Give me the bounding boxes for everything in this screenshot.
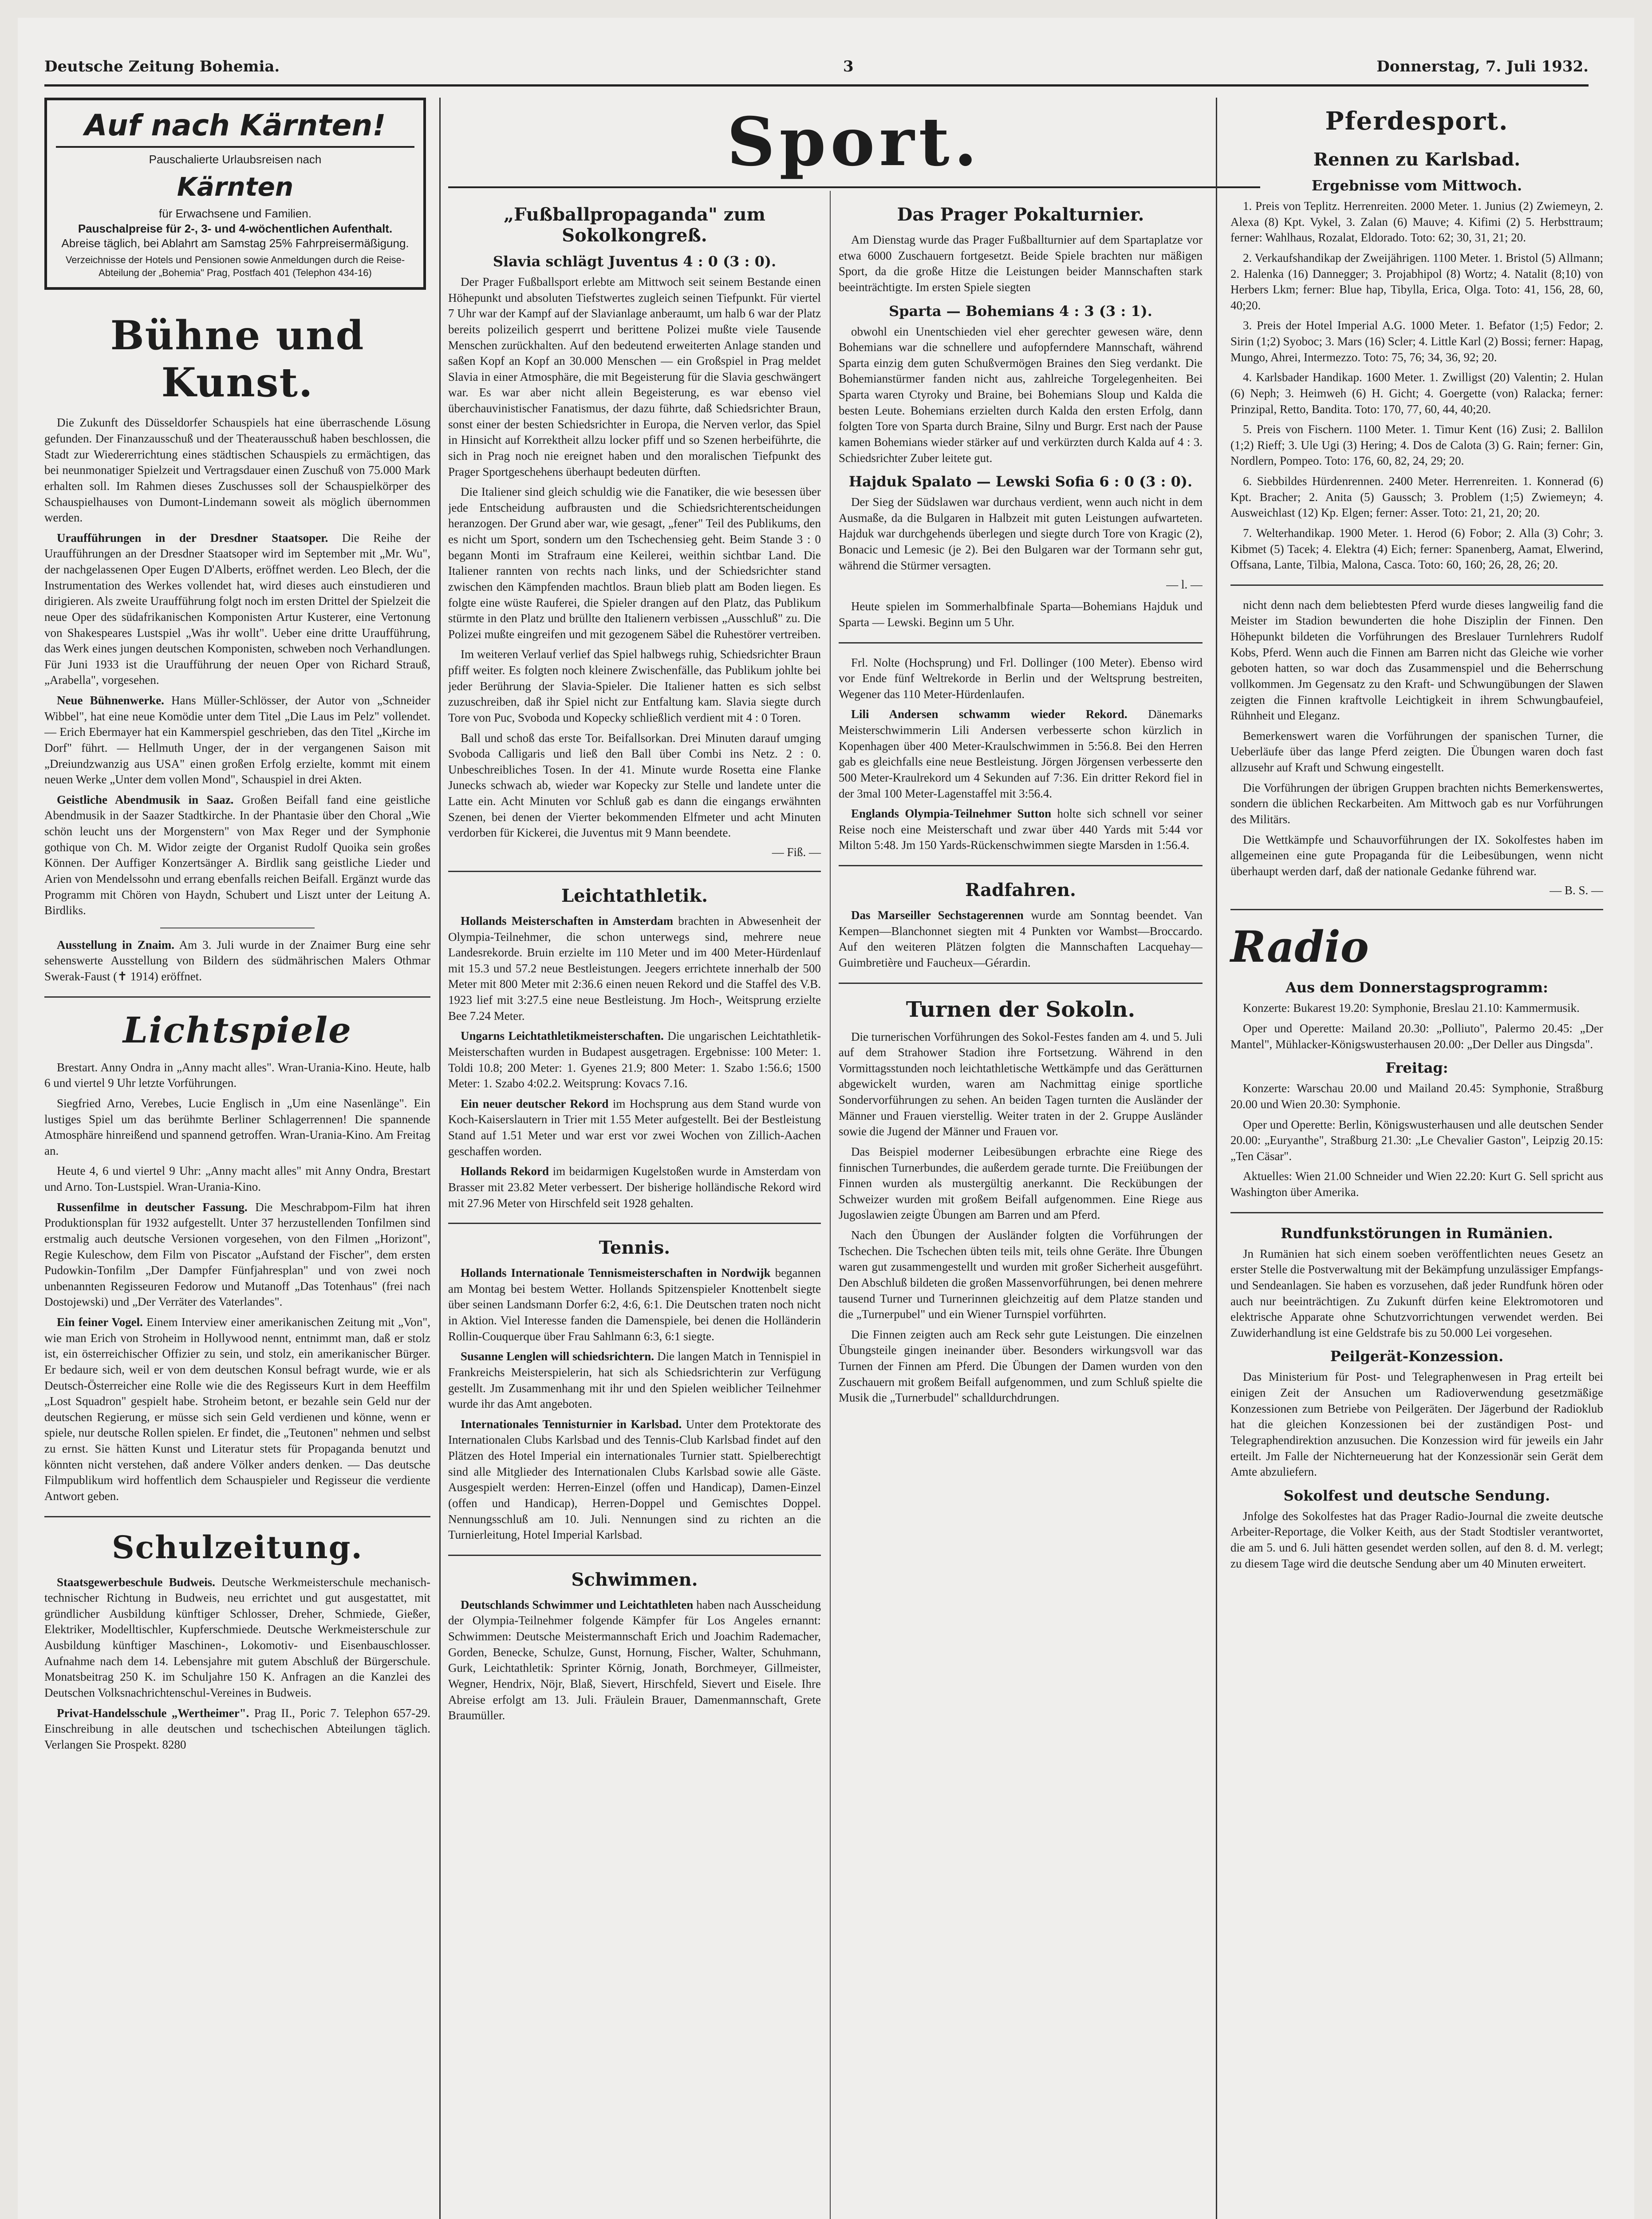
article-subheadline: Aus dem Donnerstagsprogramm: (1285, 979, 1548, 996)
ad-line: Abreise täglich, bei Ablahrt am Samstag 25% Fahrpreisermäßigung. (61, 237, 409, 250)
program-listing: Konzerte: Bukarest 19.20: Symphonie, Breslau 21.10: Kammermusik. (1243, 1001, 1580, 1015)
article-paragraph (44, 530, 430, 688)
article-paragraph: Der Sieg der Südslawen war durchaus verdient, wenn auch nicht in dem Ausmaße, da die Bulgaren in Halbzeit mit guten Leistungen aufwarteten. Hajduk war durchgehends überlegen und siegte durch Tore von Kragic (2), Bonacic und Lemesic (je 2). Bei den Bulgaren war der Tormann sehr gut, während die Stürmer versagten. (839, 495, 1203, 572)
article-subheadline: Hajduk Spalato — Lewski Sofia 6 : 0 (3 : 0). (848, 473, 1193, 490)
divider (448, 871, 821, 872)
paragraph-lead: Geistliche Abendmusik in Saaz. (57, 793, 234, 806)
paragraph-lead: Hollands Rekord (461, 1165, 549, 1178)
race-result: 3. Preis der Hotel Imperial A.G. 1000 Meter. 1. Befator (1;5) Fedor; 2. Sirin (1;2) Syoboc; 3. Mars (16) Scler; 4. Little Karl (2) Bossi; ferner: Hapag, Mungo, Ahrei, Intermezzo. Toto: 75, 76; 34, 36, 92; 20. (1230, 319, 1603, 364)
article-paragraph: Bemerkenswert waren die Vorführungen der spanischen Turner, die Ueberläufe über das lange Pferd zeigten. Die Übungen waren doch fast allzusehr auf Kraft und Schwung eingestellt. (1230, 729, 1603, 774)
article-paragraph (448, 913, 821, 1024)
article-paragraph: Die turnerischen Vorführungen des Sokol-Festes fanden am 4. und 5. Juli auf dem Strahower Stadion ihre Fortsetzung. Während in den Vormittagsstunden noch leichtathletische Wettkämpfe und das Gerätturnen abgewickelt wurden, waren am Nachmittag einige sportliche Sondervorführungen zu sehen. An beiden Tagen turnten die Ausländer der Männer und Frauen vierstellig. Weiter traten in der 2. Gruppe Ausländer sowie die Jugend der Männer und Frauen vor. (839, 1030, 1203, 1138)
divider (448, 1555, 821, 1556)
article-subheadline: Slavia schlägt Juventus 4 : 0 (3 : 0). (493, 253, 777, 270)
paragraph-lead: Neue Bühnenwerke. (57, 694, 164, 707)
sport-column-right (839, 191, 1203, 2219)
paragraph-lead: Internationales Tennisturnier in Karlsbad. (461, 1417, 682, 1431)
article-paragraph: Am Dienstag wurde das Prager Fußballturnier auf dem Spartaplatze vor etwa 6000 Zuschauern fortgesetzt. Beide Spiele brachten nur mäßigen Sport, da die große Hitze die Leistungen beider Mannschaften stark beeinträchtigte. Im ersten Spiele siegten (839, 233, 1203, 294)
paragraph-lead: Englands Olympia-Teilnehmer Sutton (851, 807, 1052, 821)
article-paragraph: Ball und schoß das erste Tor. Beifallsorkan. Drei Minuten darauf umging Svoboda Calligaris und ließ den Ball über Combi ins Netz. 2 : 0. Unbeschreibliches Tosen. In der 41. Minute wurde Rosetta eine Flanke Junecks schwach ab, wieder war Kopecky zur Stelle und landete unter die Latte ein. Acht Minuten vor Schluß gab es dann die eingangs erwähnten Szenen, bei denen der Vierter bekommenden Elfmeter und acht Minuten verdorben für Kickerei, die Juventus mit 9 Mann beendete. (448, 731, 821, 840)
article-paragraph (448, 1597, 821, 1724)
article-paragraph: Jn Rumänien hat sich einem soeben veröffentlichten neues Gesetz an erster Stelle die Postverwaltung mit der Bekämpfung unzulässiger Empfangs- und Sendeanlagen. Sie haben es vorzusehen, daß jeder Rundfunk hören oder auch nur beeinträchtigen. Zu Zukunft dürfen keine Elektromotoren und elektrische Apparate ohne Schutzvorrichtungen verwendet werden. Bei Zuwiderhandlung ist eine Geldstrafe bis zu 50.000 Lei vorgesehen. (1230, 1247, 1603, 1339)
sport-section (448, 98, 1260, 2219)
article-paragraph (44, 1200, 430, 1310)
article-paragraph (839, 707, 1203, 802)
paragraph-text: Am 3. Juli wurde in der Znaimer Burg eine sehr sehenswerte Ausstellung von Bildern des südmährischen Malers Othmar Swerak-Faust (✝ 1914) eröffnet. (44, 938, 430, 983)
divider (839, 642, 1203, 644)
divider (44, 996, 430, 998)
issue-date: Donnerstag, 7. Juli 1932. (1376, 58, 1589, 75)
article-paragraph: Siegfried Arno, Verebes, Lucie Englisch in „Um eine Nasenlänge". Ein lustiges Spiel um das berühmte Berliner Schlagerrennen! Die spannende Atmosphäre hinreißend und spannend getroffen. Wran-Urania-Kino. Am Freitag an. (44, 1096, 430, 1157)
column-culture (44, 98, 441, 2219)
article-paragraph (44, 1575, 430, 1701)
section-title-school: Schulzeitung. (112, 1528, 363, 1566)
article-paragraph: Die Italiener sind gleich schuldig wie die Fanatiker, die wie besessen über jede Entscheidung aufbrausten und die Schiedsrichterentscheidungen heranzogen. Der Grund aber war, wie gesagt, „fener" Teil des Publikums, den es nicht um Sport, sondern um den Tschechensieg geht. Beim Stande 3 : 0 begann Monti im Strafraum eine Keilerei, weithin sichtbar Land. Die Italiener rannten von rechts nach links, und der Schiedsrichter stand zwischen den Kämpfenden machtlos. Braun blieb platt am Boden liegen. Es folgte eine wüste Rauferei, die Spieler drangen auf den Platz, das Publikum stürmte in den Platz und brüllte den Italienern verbissen „Ausschluß" zu. Die Polizei mußte eingreifen und mit gezogenem Säbel die Ruhestörer vertreiben. (448, 485, 821, 641)
program-listing: Konzerte: Warschau 20.00 und Mailand 20.45: Symphonie, Straßburg 20.00 und Wien 20.30: Symphonie. (1230, 1082, 1603, 1111)
paragraph-text: Prag II., Poric 7. Telephon 657-29. Einschreibung in alle deutschen und tschechischen Abteilungen täglich. Verlangen Sie Prospekt. 8280 (44, 1706, 431, 1751)
ad-line: Pauschalpreise für 2-, 3- und 4-wöchentlichen Aufenthalt. (78, 221, 393, 235)
paragraph-lead: Staatsgewerbeschule Budweis. (57, 1575, 215, 1589)
paragraph-text: Deutsche Werkmeisterschule mechanisch-technischer Richtung in Budweis, neu errichtet und gut ausgestattet, mit gründlicher Ausbildung künftiger Schlosser, Dreher, Schmiede, Gießer, Elektriker, Modelltischler, Kupferschmiede. Deutsche Werkmeisterschule zur Ausbildung künftiger Maschinen-, Lokomotiv- und Eisenbauschlosser. Aufnahme nach dem 14. Lebensjahre mit gutem Abschluß der Bürgerschule. Monatsbeitrag 250 K. im Schuljahre 150 K. Anfragen an die Kanzlei des Deutschen Volksnachrichtenschul-Vereines in Budweis. (44, 1575, 431, 1699)
paragraph-lead: Susanne Lenglen will schiedsrichtern. (461, 1350, 654, 1363)
article-headline: Schwimmen. (571, 1569, 698, 1590)
article-paragraph (448, 1265, 821, 1344)
paragraph-lead: Hollands Meisterschaften in Amsterdam (461, 914, 674, 928)
program-listing: Oper und Operette: Mailand 20.30: „Polliuto", Palermo 20.45: „Der Mantel", Mühlacker-Königswusterhausen 20.00: „Der Deller aus Dingsda". (1230, 1022, 1603, 1051)
divider (1230, 1212, 1603, 1213)
race-result: 5. Preis von Fischern. 1100 Meter. 1. Timur Kent (16) Zusi; 2. Ballilon (1;2) Rieff; 3. Ule Ugi (3) Hering; 4. Dos de Calota (3) G. Rain; ferner: Gin, Nordlern, Pompeo. Toto: 176, 60, 82, 24, 29; 20. (1230, 422, 1603, 468)
ad-title: Auf nach Kärnten! (56, 108, 414, 148)
article-paragraph (44, 693, 430, 788)
paragraph-lead: Ein neuer deutscher Rekord (461, 1097, 609, 1110)
article-subheadline: Sparta — Bohemians 4 : 3 (3 : 1). (889, 302, 1152, 320)
divider (44, 1516, 430, 1517)
paragraph-text: wurde am Sonntag beendet. Van Kempen—Blanchonnet siegten mit 4 Punkten vor Wambst—Broccardo. Auf den weiteren Plätzen folgten die Mannschaften Lacquehay—Guimbretière und Faucheux—Gérardin. (839, 908, 1203, 969)
paragraph-text: Dänemarks Meisterschwimmerin Lili Andersen verbesserte schon kürzlich in Kopenhagen über 400 Meter-Kraulschwimmen in 5:56.8. Bei den Herren gab es gleichfalls eine neue Bestleistung. Jörgen Jörgensen verbesserte den 500 Meter-Kraulrekord um 4 Sekunden auf 7:36. Ein dritter Rekord fiel in der 3mal 100 Meter-Lagenstaffel mit 3:56.4. (839, 707, 1203, 800)
article-paragraph: nicht denn nach dem beliebtesten Pferd wurde dieses langweilig fand die Meister im Stadion bewunderten die hohe Disziplin der Finnen. Den Höhepunkt bildeten die Vorführungen des Breslauer Turnlehrers Rudolf Kobs, Pferd. Wenn auch die Finnen am Barren nicht das Gleiche wie vorher geboten hatten, so war doch das Zusammenspiel und die Beherrschung vollkommen. Jm Gegensatz zu den Kraft- und Schwungübungen der Slawen zeigten die Finnen kraftvolle Leichtigkeit in ihrem Schwungbaufeiel, Rühnheit und Eleganz. (1230, 598, 1603, 723)
article-headline: Radfahren. (965, 880, 1076, 900)
paragraph-text: Hans Müller-Schlösser, der Autor von „Schneider Wibbel", hat eine neue Komödie unter dem Titel „Die Laus im Pelz" vollendet. — Erich Ebermayer hat ein Kammerspiel geschrieben, das den Titel „Kirche im Dorf" führt. — Hellmuth Unger, der in der vergangenen Saison mit „Dreiundzwanzig aus USA" einen großen Erfolg erzielte, kommt mit einem neuen Werke „Unter dem vollen Mond", Schauspiel in drei Akten. (44, 694, 431, 786)
article-subheadline: Freitag: (1385, 1059, 1448, 1077)
sport-column-left (448, 191, 831, 2219)
article-paragraph (448, 1164, 821, 1211)
page-number: 3 (843, 58, 854, 75)
article-paragraph: Heute 4, 6 und viertel 9 Uhr: „Anny macht alles" mit Anny Ondra, Brestart und Arno. Ton-Lustspiel. Wran-Urania-Kino. (44, 1164, 430, 1193)
article-paragraph: Der Prager Fußballsport erlebte am Mittwoch seit seinem Bestande einen Höhepunkt und absoluten Tiefstwertes zugleich seinen Tiefpunkt. Für viertel 7 Uhr war der Kampf auf der Slavianlage anberaumt, um halb 6 war der Platz bereits polizeilich gesperrt und berittene Polizei mußte viele Tausende Menschen zurückhalten. Auf den bedeutend erweiterten Anlage standen und saßen Kopf an Kopf an 30.000 Menschen — ein Großspiel in Prag meldet Slavia in einer Atmosphäre, die mit Begeisterung für die Slavia geschwängert war. Es war aber nicht allein Begeisterung, es war ebenso viel überchauvinistischer Fanatismus, der dazu führte, daß Schiedsrichter Braun, sonst einer der besten Schiedsrichter in Europa, die Nerven verlor, das Spiel in Hinsicht auf Korrektheit allzu locker pfiff und so Szenen herbeiführte, die sich in Prag noch nie ereignet haben und den moralischen Tiefpunkt des Prager Sportgeschehens überhaupt bedeuten dürften. (448, 275, 821, 478)
paragraph-lead: Ausstellung in Znaim. (57, 938, 174, 952)
article-paragraph (44, 1706, 430, 1753)
divider (448, 1223, 821, 1224)
article-paragraph (44, 792, 430, 919)
article-subheadline: Sokolfest und deutsche Sendung. (1283, 1487, 1550, 1504)
byline: — B. S. — (1549, 884, 1603, 897)
section-title-cinema: Lichtspiele (122, 1009, 352, 1051)
paragraph-text: holte sich schnell vor seiner Reise noch eine Meisterschaft und zwar über 440 Yards mit 5:44 vor Milton 5:48. Jm 150 Yards-Rückenschwimmen siegte Marsden in 1:56.4. (839, 807, 1203, 852)
section-title-radio: Radio (1230, 922, 1369, 972)
race-result: 7. Welterhandikap. 1900 Meter. 1. Herod (6) Fobor; 2. Alla (3) Cohr; 3. Kibmet (5) Tacek; 4. Elektra (4) Eich; ferner: Spanenberg, Aamat, Elwerind, Offsana, Lante, Tilbia, Malona, Casca. Toto: 60, 160; 26, 28, 26; 20. (1230, 526, 1603, 572)
paragraph-lead: Hollands Internationale Tennismeisterschaften in Nordwijk (461, 1266, 771, 1280)
race-result: 2. Verkaufshandikap der Zweijährigen. 1100 Meter. 1. Bristol (5) Allmann; 2. Halenka (16) Dannegger; 3. Projabhipol (8) Wortz; 4. Natalit (8;10) von Herbers Lkm; ferner: Blue hap, Tibylla, Erica, Olga. Toto: 41, 156, 28, 60, 40;20. (1230, 251, 1603, 312)
paragraph-lead: Russenfilme in deutscher Fassung. (57, 1200, 248, 1214)
paragraph-lead: Das Marseiller Sechstagerennen (851, 908, 1024, 922)
paragraph-text: Die langen Match in Tennispiel in Frankreichs Meisterspielerin, hat sich als Schiedsrichterin zur Verfügung gestellt. Jm Zusammenhang mit ihr und den Spielen weiblicher Teilnehmer wurde ihr das Amt angeboten. (448, 1350, 821, 1411)
article-paragraph: Im weiteren Verlauf verlief das Spiel halbwegs ruhig, Schiedsrichter Braun pfiff weiter. Es folgten noch kleinere Zwischenfälle, das Publikum johlte bei jeder Berührung der Slavia-Spieler. Die Italiener hatten es sich selbst zuzuschreiben, daß ihr Spiel nicht zur Entfaltung kam. Slavia siegte durch Tore von Puc, Svoboda und Kopecky schließlich verdient mit 4 : 0 Toren. (448, 648, 821, 724)
divider (839, 865, 1203, 866)
ad-destination: Kärnten (177, 171, 294, 202)
column-horse-racing-radio (1216, 98, 1603, 2219)
article-subheadline: Ergebnisse vom Mittwoch. (1311, 177, 1522, 194)
paragraph-text: Die Reihe der Uraufführungen an der Dresdner Staatsoper wird im September mit „Mr. Wu", der nachgelassenen Oper Eugen D'Alberts, eröffnet werden. Leo Blech, der die Instrumentation des Werkes vollendet hat, wird dieses auch einstudieren und dirigieren. Als zweite Uraufführung folgt noch im ersten Drittel der Spielzeit die neue Oper des südafrikanischen Komponisten Artur Kusterer, eine Vertonung von Shakespeares Lustspiel „Was ihr wollt". Ueber eine dritte Uraufführung, das Werk eines jungen deutschen Komponisten, schweben noch Verhandlungen. Für Juni 1933 ist die Uraufführung der neuen Oper von Richard Strauß, „Arabella", vorgesehen. (44, 531, 431, 687)
article-headline: Leichtathletik. (561, 885, 708, 906)
paragraph-lead: Deutschlands Schwimmer und Leichtathleten (461, 1598, 694, 1611)
article-paragraph (448, 1417, 821, 1543)
section-title-horse-racing: Pferdesport. (1325, 107, 1509, 136)
newspaper-name: Deutsche Zeitung Bohemia. (44, 58, 280, 75)
paragraph-text: Großen Beifall fand eine geistliche Abendmusik in der Saazer Stadtkirche. In der Phantasie über den Choral „Wie schön leucht uns der Morgenstern" von Max Reger und der Symphonie gothique von Ch. M. Widor zeigte der Organist Rudolf Quoika sein großes Können. Der Auffiger Konzertsänger A. Birdlik sang geistliche Lieder und Arien von Mendelssohn und errang ebenfalls reichen Beifall. Ergänzt wurde das Programm mit Chören von Haydn, Schubert und Liszt unter der Leitung A. Birdliks. (44, 793, 430, 917)
article-headline: Das Prager Pokalturnier. (897, 204, 1144, 225)
paragraph-lead: Lili Andersen schwamm wieder Rekord. (851, 707, 1128, 721)
article-subheadline: Peilgerät-Konzession. (1330, 1348, 1504, 1365)
race-result: 1. Preis von Teplitz. Herrenreiten. 2000 Meter. 1. Junius (2) Zwiemeyn, 2. Alexa (8) Kpt. Vykel, 3. Zalan (6) Mauve; 4. Kifimi (2) 5. Herbsttraum; ferner: Wahlhaus, Rozalat, Eldorado. Toto: 62; 30, 31, 21; 20. (1230, 199, 1603, 245)
ad-line: Pauschalierte Urlaubsreisen nach (149, 153, 322, 166)
article-paragraph: Das Ministerium für Post- und Telegraphenwesen in Prag erteilt bei einigen Zeit der Ansuchen um Radioverwendung gesetzmäßige Konzessionen zum Betriebe von Peilgeräten. Der Jägerbund der Radioklub hat die gleichen Konzessionen bei der zuständigen Post- und Telegraphendirektion anzusuchen. Die Konzession wird für jeweils ein Jahr erteilt. Jm Falle der Nichterneuerung hat der Konzessionär sein Gerät dem Amte abzuliefern. (1230, 1370, 1603, 1479)
newspaper-page (18, 18, 1634, 2219)
paragraph-text: Die ungarischen Leichtathletik-Meisterschaften wurden in Budapest ausgetragen. Ergebnisse: 100 Meter: 1. Toldi 10.8; 200 Meter: 1. Gyenes 21.9; 800 Meter: 1. Szabo 1:56.6; 1500 Meter: 1. Szabo 4:02.2. Weitsprung: Kovacs 7.16. (448, 1029, 821, 1090)
article-paragraph (44, 1315, 430, 1504)
article-paragraph: Frl. Nolte (Hochsprung) und Frl. Dollinger (100 Meter). Ebenso wird vor Ende fünf Weltrekorde in Berlin und der Weltsprung bestreiten, Wegener das 110 Meter-Hürdenlaufen. (839, 655, 1203, 701)
section-title-sport: Sport. (448, 98, 1260, 188)
paragraph-text: Einem Interview einer amerikanischen Zeitung mit „Von", wie man Erich von Stroheim in Hollywood nennt, entnimmt man, daß er stolz ist, ein österreichischer Offizier zu sein, und stolz, ein amerikanischer Bürger. Er bedaure sich, weil er von dem deutschen Konsul befragt wurde, wie er als Deutsch-Österreicher eine Rolle wie die des Regisseurs Kurt in dem Heeffilm „Lost Squadron" gespielt habe. Stroheim betont, er bezahle sein Geld nur der deutschen Regierung, er müsse sich sein Geld verdienen und könne, wenn er spiele, nur deutsche Rollen spielen. Er findet, die „Teutonen" nehmen und selbst zu ernst. Sie hätten Kunst und Literatur stets für Propaganda benutzt und könnten nicht verstehen, daß andere Völker anders denken. — Das deutsche Filmpublikum wird hoffentlich dem Schauspieler und Regisseur die verdiente Antwort geben. (44, 1315, 430, 1503)
article-paragraph: Die Vorführungen der übrigen Gruppen brachten nichts Bemerkenswertes, sondern die üblichen Reckarbeiten. Am Mittwoch gab es nur Vorführungen des Militärs. (1230, 781, 1603, 826)
divider (1230, 909, 1603, 910)
article-paragraph (448, 1096, 821, 1160)
article-headline: „Fußballpropaganda" zum Sokolkongreß. (504, 204, 765, 246)
article-paragraph: Nach den Übungen der Ausländer folgten die Vorführungen der Tschechen. Die Tschechen übten teils mit, teils ohne Geräte. Ihre Übungen waren gut zusammengestellt und wurden mit großer Sicherheit ausgeführt. Den Abschluß bildeten die großen Massenvorführungen, bei denen mehrere tausend Turner und Turnerinnen gleichzeitig auf dem Platze standen und die „Turnerpubel" und ein Wiener Turnspiel vorführten. (839, 1228, 1203, 1321)
program-listing: Oper und Operette: Berlin, Königswusterhausen und alle deutschen Sender 20.00: „Euryanthe", Straßburg 21.30: „Le Chevalier Gaston", Leipzig 20.15: „Ten Cäsar". (1230, 1117, 1603, 1163)
race-result: 4. Karlsbader Handikap. 1600 Meter. 1. Zwilligst (20) Valentin; 2. Hulan (6) Neph; 3. Heimweh (6) H. Gicht; 4. Goergette (von) Ralacka; ferner: Prinzipal, Retto, Bandita. Toto: 170, 77, 60, 44, 40;20. (1230, 371, 1603, 416)
byline: — Fiß. — (772, 845, 821, 859)
paragraph-lead: Ein feiner Vogel. (57, 1315, 143, 1329)
paragraph-text: haben nach Ausscheidung der Olympia-Teilnehmer folgende Kämpfer für Los Angeles ernannt: Schwimmen: Deutsche Meistermannschaft Erich und Joachim Rademacher, Gorden, Benecke, Schulze, Gunst, Hornung, Fischer, Walter, Schuhmann, Gurk, Leichtathletik: Sprinter Körnig, Jonath, Borchmeyer, Gillmeister, Wegner, Hendrix, Nöjr, Blaß, Sievert, Hirschfeld, Sievert und Eisele. Ihre Abreise erfolgt am 13. Juli. Fräulein Brauer, Damenmannschaft, Grete Braumüller. (448, 1598, 821, 1722)
paragraph-lead: Privat-Handelsschule „Wertheimer". (57, 1706, 249, 1720)
race-result: 6. Siebbildes Hürdenrennen. 2400 Meter. Herrenreiten. 1. Konnerad (6) Kpt. Bracher; 2. Anita (5) Gaussch; 3. Problem (1;5) Zwiemeyn; 4. Ausweichlast (12) Kp. Elgen; ferner: Asser. Toto: 21, 21, 20; 20. (1230, 474, 1603, 520)
travel-advertisement (44, 98, 426, 290)
article-paragraph (839, 908, 1203, 971)
article-subheadline: Rundfunkstörungen in Rumänien. (1281, 1224, 1553, 1242)
ad-line: Verzeichnisse der Hotels und Pensionen sowie Anmeldungen durch die Reise-Abteilung der „Bohemia" Prag, Postfach 401 (Telephon 434-16) (65, 254, 405, 278)
article-paragraph: Jnfolge des Sokolfestes hat das Prager Radio-Journal die zweite deutsche Arbeiter-Reportage, die Volker Keith, aus der Stadt Stodtisler verantwortet, die am 5. und 6. Juli hätten gesendet werden sollen, auf den 8. d. M. verlegt; zu diesem Tage wird die deutsche Sendung aber um 40 Minuten erweitert. (1230, 1509, 1603, 1570)
page-header (44, 58, 1589, 87)
article-paragraph: obwohl ein Unentschieden viel eher gerechter gewesen wäre, denn Bohemians war die schnellere und aufopferndere Mannschaft, während Sparta einzig dem guten Schußvermögen Braines den Sieg verdankt. Die Bohemianstürmer fanden nicht aus, zahlreiche Torgelegenheiten. Bei Sparta waren Ctyroky und Braine, bei Bohemians Sloup und Kalda die besten Leute. Bohemians erzielten durch Kalda den ersten Erfolg, dann folgten Tore von Sparta durch Braine, Silny und Burgr. Erst nach der Pause kamen Bohemians wieder stärker auf und verkürzten durch Kalda auf 4 : 3. Schiedsrichter Zuber leitete gut. (839, 324, 1203, 465)
article-paragraph: Das Beispiel moderner Leibesübungen erbrachte eine Riege des finnischen Turnerbundes, die außerdem gerade turnte. Die Freiübungen der Finnen wurden als mustergültig anerkannt. Die Reckübungen der Schweizer wurden mit großem Beifall aufgenommen. Eine Riege aus Jugoslawien zeigte Übungen am Barren und am Pferd. (839, 1145, 1203, 1222)
article-paragraph: Die Finnen zeigten auch am Reck sehr gute Leistungen. Die einzelnen Übungsteile gingen ineinander über. Besonders wirkungsvoll war das Turnen der Finnen am Pferd. Die Übungen der Damen wurden von den Zuschauern mit großem Beifall aufgenommen, und zum Schluß spielte die Musik die „Turnerbudel" schalldurchdrungen. (839, 1327, 1203, 1405)
paragraph-text: im beidarmigen Kugelstoßen wurde in Amsterdam von Brasser mit 23.82 Meter verbessert. Der bisherige holländische Rekord wird mit 27.96 Meter von Hirschfeld seit 1928 gehalten. (448, 1165, 821, 1210)
article-headline: Turnen der Sokoln. (906, 997, 1136, 1022)
article-paragraph: Brestart. Anny Ondra in „Anny macht alles". Wran-Urania-Kino. Heute, halb 6 und viertel 9 Uhr letzte Vorführungen. (44, 1060, 430, 1090)
paragraph-lead: Ungarns Leichtathletikmeisterschaften. (461, 1029, 664, 1043)
paragraph-lead: Uraufführungen in der Dresdner Staatsoper. (57, 531, 328, 545)
article-paragraph: Die Wettkämpfe und Schauvorführungen der IX. Sokolfestes haben im allgemeinen eine gute Propaganda für die Leibesübungen, wenn nicht überhaupt werden darf, daß der nationale Gedanke führend war. (1230, 833, 1603, 878)
paragraph-text: Die Meschrabpom-Film hat ihren Produktionsplan für 1932 aufgestellt. Unter 37 herzustellenden Tonfilmen sind erstmalig auch deutsche Versionen vorgesehen, von den Filmen „Horizont", Regie Kuleschow, dem Film von Piscator „Aufstand der Fischer", dem ersten Pudowkin-Tonfilm „Der Dampfer Fünfjahresplan" und von zwei noch unbenannten Regisseuren Fedorow und Mutanoff „Das Totenhaus" (frei nach Dostojewski) und „Der Verräter des Vaterlandes". (44, 1200, 430, 1309)
program-listing: Aktuelles: Wien 21.00 Schneider und Wien 22.20: Kurt G. Sell spricht aus Washington über Amerika. (1230, 1169, 1603, 1199)
article-paragraph (839, 806, 1203, 853)
article-paragraph: Die Zukunft des Düsseldorfer Schauspiels hat eine überraschende Lösung gefunden. Der Finanzausschuß und der Theaterausschuß haben beschlossen, die Stadt zur Wiedererrichtung eines städtischen Schauspiels zu ermächtigen, das bei neunmonatiger Spielzeit und Vertragsdauer einen Zuschuß von 75.000 Mark erhalten soll. Im Rahmen dieses Zuschusses soll der Schauspielkörper des Schauspielhauses von Dumont-Lindemann soweit als möglich übernommen werden. (44, 416, 430, 525)
article-headline: Rennen zu Karlsbad. (1313, 149, 1521, 170)
article-paragraph (44, 937, 430, 985)
article-paragraph (448, 1028, 821, 1092)
divider (839, 983, 1203, 984)
paragraph-text: begannen am Montag bei bestem Wetter. Hollands Spitzenspieler Knottenbelt siegte über seinen Landsmann Dorfer 6:2, 4:6, 6:1. Die Deutschen traten noch nicht in Aktion. Viel Interesse fanden die Damenspiele, bei denen die Holländerin Rollin-Couquerque über Frau Sahlmann 6:3, 6:1 siegte. (448, 1266, 821, 1343)
section-title-stage: Bühne und Kunst. (110, 312, 365, 407)
article-paragraph (448, 1349, 821, 1412)
paragraph-text: Unter dem Protektorate des Internationalen Clubs Karlsbad und des Tennis-Club Karlsbad findet auf den Plätzen des Hotel Imperial ein internationales Turnier statt. Spielberechtigt sind alle Mitglieder des Internationalen Clubs Karlsbad sowie alle Gäste. Ausgespielt werden: Herren-Einzel (offen und Handicap), Damen-Einzel (offen und Handicap), Herren-Doppel und Gemischtes Doppel. Nennungsschluß am 10. Juli. Nennungen sind zu richten an die Turnierleitung, Hotel Imperial Karlsbad. (448, 1417, 821, 1542)
ad-line: für Erwachsene und Familien. (159, 206, 311, 220)
article-headline: Tennis. (599, 1237, 670, 1259)
divider (1230, 584, 1603, 586)
paragraph-text: im Hochsprung aus dem Stand wurde von Koch-Kaiserslautern in Trier mit 1.55 Meter aufgestellt. Bei der Bestleistung Stand auf 1.51 Meter und war erst vor zwei Wochen von Zillich-Aachen geschaffen worden. (448, 1097, 821, 1158)
byline: — l. — (1166, 578, 1203, 592)
article-paragraph: Heute spielen im Sommerhalbfinale Sparta—Bohemians Hajduk und Sparta — Lewski. Beginn um 5 Uhr. (839, 600, 1203, 629)
paragraph-text: brachten in Abwesenheit der Olympia-Teilnehmer, die schon unterwegs sind, mehrere neue Landesrekorde. Bruin erzielte im 110 Meter und im 400 Meter-Hürdenlauf mit 15.3 und 57.2 neue Bestleistungen. Jeegers errichtete innerhalb der 500 Meter mit 800 Meter mit 2:36.6 einen neuen Rekord und die Staffel des V.B. 1923 lief mit 3:27.5 eine neue Bestleistung. Jm Hoch-, Weitsprung erzielte Bee 7.24 Meter. (448, 914, 821, 1023)
